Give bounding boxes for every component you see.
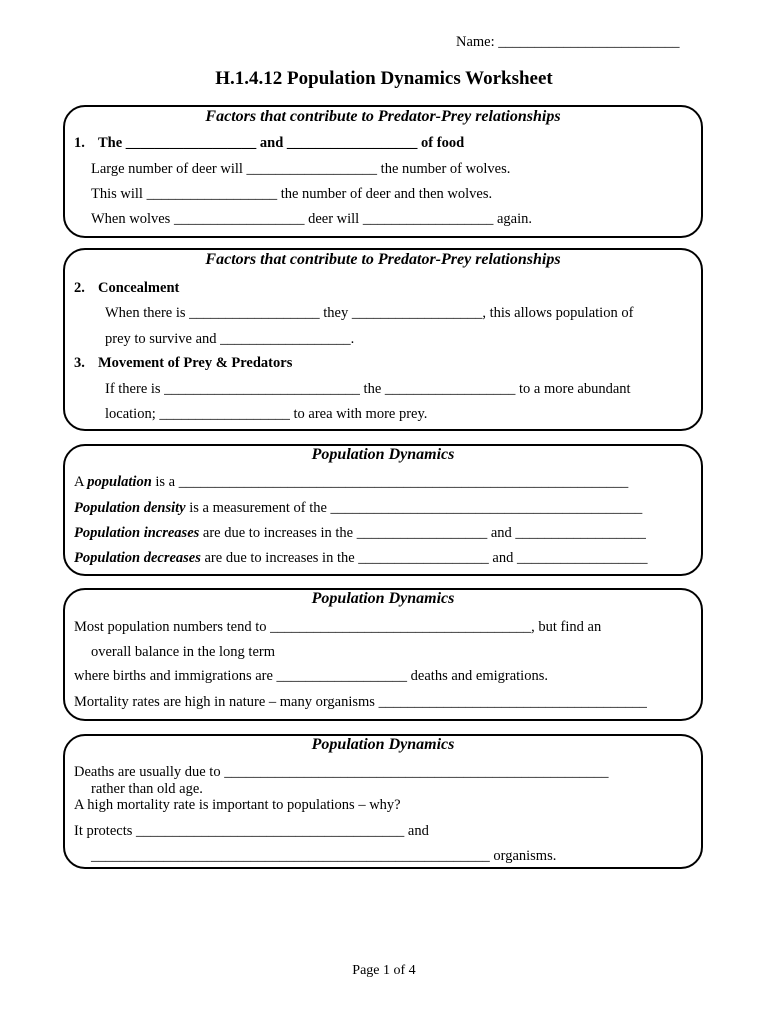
worksheet-line: prey to survive and __________________. [105, 331, 355, 347]
worksheet-line: This will __________________ the number of deer and then wolves. [91, 186, 493, 202]
worksheet-line [74, 500, 642, 517]
section-title: Factors that contribute to Predator-Prey relationships [205, 251, 561, 268]
worksheet-line: overall balance in the long term [91, 644, 275, 660]
term: population [87, 474, 152, 490]
section-box-population-dynamics-1 [63, 444, 703, 576]
section-title: Population Dynamics [311, 590, 455, 607]
worksheet-line: A high mortality rate is important to populations – why? [74, 797, 401, 813]
worksheet-line: Mortality rates are high in nature – many organisms _____________________________________ [74, 694, 647, 710]
worksheet-line: Deaths are usually due to _____________________________________________________ [74, 764, 609, 780]
section-title: Population Dynamics [311, 446, 455, 463]
item-number: 1. [74, 135, 85, 151]
page-number: Page 1 of 4 [352, 963, 416, 978]
term: Population density [74, 500, 186, 516]
worksheet-line: Most population numbers tend to ____________________________________, but find an [74, 619, 602, 635]
worksheet-line: When there is __________________ they __________________, this allows population of [105, 305, 634, 321]
item-number: 2. [74, 280, 85, 296]
worksheet-line [74, 474, 628, 491]
section-title: Population Dynamics [311, 736, 455, 753]
worksheet-line: rather than old age. [91, 781, 203, 797]
worksheet-line: where births and immigrations are __________________ deaths and emigrations. [74, 668, 548, 684]
section-box-predator-prey-2 [63, 248, 703, 431]
text-blank: are due to increases in the __________________ and __________________ [199, 525, 646, 541]
item-text: Movement of Prey & Predators [98, 355, 293, 371]
section-box-population-dynamics-2 [63, 588, 703, 721]
worksheet-line [74, 525, 646, 542]
section-box-predator-prey-1 [63, 105, 703, 238]
text-prefix: A [74, 474, 88, 490]
name-field[interactable]: Name: _________________________ [456, 34, 680, 50]
term: Population decreases [74, 550, 201, 566]
section-title: Factors that contribute to Predator-Prey relationships [205, 108, 561, 125]
worksheet-line: If there is ___________________________ the __________________ to a more abundant [105, 381, 631, 397]
text-blank: is a measurement of the ___________________________________________ [185, 500, 643, 516]
worksheet-line: Large number of deer will __________________ the number of wolves. [91, 161, 511, 177]
text-blank: are due to increases in the __________________ and __________________ [200, 550, 648, 566]
item-text: The __________________ and __________________ of food [98, 135, 465, 151]
page-title: H.1.4.12 Population Dynamics Worksheet [215, 68, 553, 89]
section-box-population-dynamics-3 [63, 734, 703, 869]
item-text: Concealment [98, 280, 180, 296]
worksheet-line: _______________________________________________________ organisms. [91, 848, 557, 864]
item-number: 3. [74, 355, 85, 371]
worksheet-line: When wolves __________________ deer will __________________ again. [91, 211, 532, 227]
worksheet-line [74, 550, 647, 567]
worksheet-line: location; __________________ to area with more prey. [105, 406, 428, 422]
worksheet-line: It protects _____________________________________ and [74, 823, 429, 839]
text-blank: is a ______________________________________________________________ [151, 474, 629, 490]
term: Population increases [74, 525, 200, 541]
